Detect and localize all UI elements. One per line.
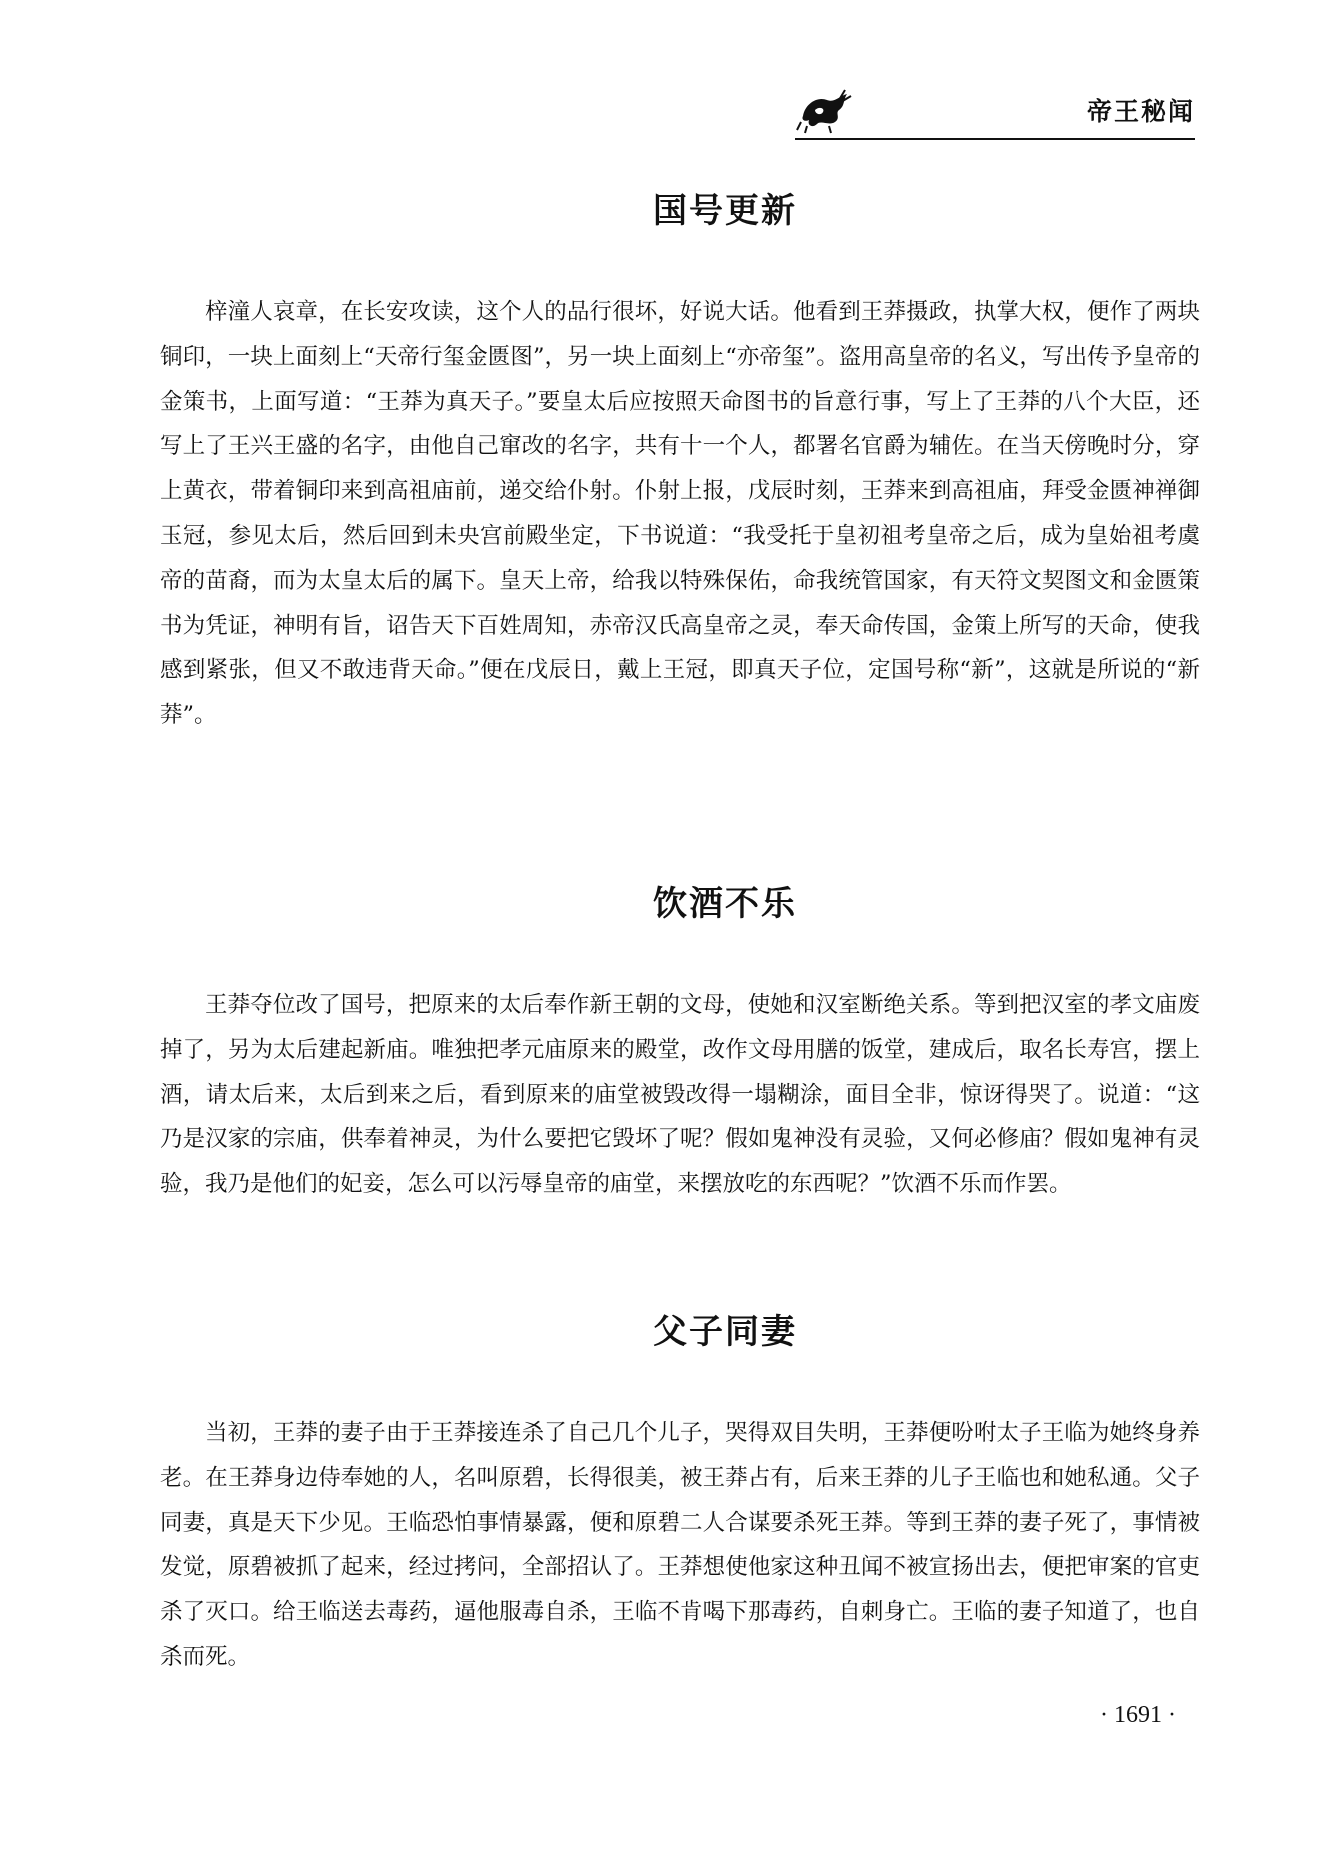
section-title: 父子同妻: [653, 1312, 797, 1352]
running-header: [795, 80, 1195, 140]
book-title: 帝王秘闻: [1086, 97, 1195, 126]
section-title: 饮酒不乐: [653, 884, 797, 924]
section-title: 国号更新: [653, 191, 797, 231]
section-body: 梓潼人哀章，在长安攻读，这个人的品行很坏，好说大话。他看到王莽摄政，执掌大权，便作了两块铜印，一块上面刻上“天帝行玺金匮图”，另一块上面刻上“亦帝玺”。盗用高皇帝的名义，写出传予皇帝的金策书，上面写道：“王莽为真天子。”要皇太后应按照天命图书的旨意行事，写上了王莽的八个大臣，还写上了王兴王盛的名字，由他自己窜改的名字，共有十一个人，都署名官爵为辅佐。在当天傍晚时分，穿上黄衣，带着铜印来到高祖庙前，递交给仆射。仆射上报，戊辰时刻，王莽来到高祖庙，拜受金匮神禅御玉冠，参见太后，然后回到未央宫前殿坐定，下书说道：“我受托于皇初祖考皇帝之后，成为皇始祖考虞帝的苗裔，而为太皇太后的属下。皇天上帝，给我以特殊保佑，命我统管国家，有天符文契图文和金匮策书为凭证，神明有旨，诏告天下百姓周知，赤帝汉氏高皇帝之灵，奉天命传国，金策上所写的天命，使我感到紧张，但又不敢违背天命。”便在戊辰日，戴上王冠，即真天子位，定国号称“新”，这就是所说的“新莽”。: [160, 299, 1200, 729]
section-fuzi-tongqi: [160, 1304, 1200, 1680]
section-body: 当初，王莽的妻子由于王莽接连杀了自己几个儿子，哭得双目失明，王莽便吩咐太子王临为她终身养老。在王莽身边侍奉她的人，名叫原碧，长得很美，被王莽占有，后来王莽的儿子王临也和她私通。父子同妻，真是天下少见。王临恐怕事情暴露，便和原碧二人合谋要杀死王莽。等到王莽的妻子死了，事情被发觉，原碧被抓了起来，经过拷问，全部招认了。王莽想使他家这种丑闻不被宣扬出去，便把审案的官吏杀了灭口。给王临送去毒药，逼他服毒自杀，王临不肯喝下那毒药，自刺身亡。王临的妻子知道了，也自杀而死。: [160, 1420, 1200, 1670]
section-yinjiu-bule: [160, 876, 1200, 1207]
section-guohao-gengxin: [160, 183, 1200, 738]
page-number: · 1691 ·: [1100, 1702, 1176, 1728]
dragon-icon: [795, 86, 855, 134]
section-body: 王莽夺位改了国号，把原来的太后奉作新王朝的文母，使她和汉室断绝关系。等到把汉室的孝文庙废掉了，另为太后建起新庙。唯独把孝元庙原来的殿堂，改作文母用膳的饭堂，建成后，取名长寿宫，摆上酒，请太后来，太后到来之后，看到原来的庙堂被毁改得一塌糊涂，面目全非，惊讶得哭了。说道：“这乃是汉家的宗庙，供奉着神灵，为什么要把它毁坏了呢？假如鬼神没有灵验，又何必修庙？假如鬼神有灵验，我乃是他们的妃妾，怎么可以污辱皇帝的庙堂，来摆放吃的东西呢？”饮酒不乐而作罢。: [160, 992, 1200, 1198]
